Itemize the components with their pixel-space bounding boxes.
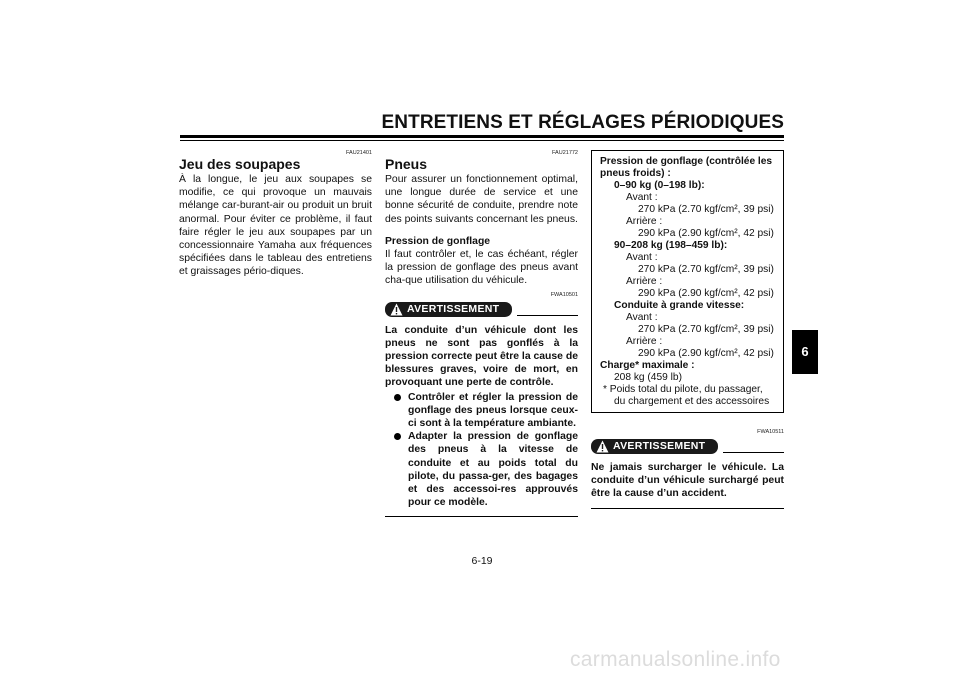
warning-badge	[591, 439, 718, 454]
valves-body-text: À la longue, le jeu aux soupapes se modifie, ce qui provoque un mauvais mélange car-burant-air ou produit un bruit anormal. Pour éviter ce problème, il faut faire régler le jeu aux soupapes par un concessionnaire Yamaha aux fréquences spécifiées dans le tableau des entretiens et graissages pério-diques.	[179, 174, 372, 278]
section-heading-valves: Jeu des soupapes	[179, 156, 301, 172]
spec-title: Pression de gonflage (contrôlée les	[600, 156, 773, 167]
warning-end-rule	[385, 516, 578, 517]
front-pressure-1: 270 kPa (2.70 kgf/cm², 39 psi)	[638, 204, 774, 215]
max-load-label: Charge* maximale :	[600, 360, 695, 371]
rear-label: Arrière :	[626, 216, 663, 227]
warning-rule	[517, 315, 578, 316]
load-range-1: 0–90 kg (0–198 lb):	[614, 180, 705, 191]
warning-label: AVERTISSEMENT	[407, 302, 500, 315]
warning-code: FWA10501	[550, 291, 578, 298]
watermark: carmanualsonline.info	[570, 648, 781, 671]
chapter-tab: 6	[792, 330, 818, 374]
warning-triangle-icon	[596, 440, 609, 453]
column-valve-clearance	[179, 150, 372, 279]
bullet-dot-icon	[394, 394, 401, 401]
warning-rule	[723, 452, 784, 453]
warning-header	[591, 439, 784, 456]
page-number: 6-19	[471, 555, 493, 567]
list-item: Adapter la pression de gonflage des pneus à la vitesse de conduite et au poids total du pilote, du passa-ger, des bagages et des accessoi-res approuvés pour ce modèle.	[385, 430, 578, 509]
warning-text: La conduite d’un véhicule dont les pneus ne sont pas gonflés à la pression correcte peut être la cause de blessures graves, voire de mort, en provoquant une perte de contrôle.	[385, 324, 578, 389]
rear-label: Arrière :	[626, 276, 663, 287]
warning-header	[385, 302, 578, 319]
page-header-title: ENTRETIENS ET RÉGLAGES PÉRIODIQUES	[381, 112, 784, 133]
column-tires	[385, 150, 578, 517]
rear-label: Arrière :	[626, 336, 663, 347]
footnote-line-1: * Poids total du pilote, du passager,	[603, 384, 763, 395]
header-rule-thin	[180, 140, 784, 141]
front-pressure-3: 270 kPa (2.70 kgf/cm², 39 psi)	[638, 324, 774, 335]
warning-badge	[385, 302, 512, 317]
list-item: Contrôler et régler la pression de gonflage des pneus lorsque ceux-ci sont à la température ambiante.	[385, 391, 578, 431]
rear-pressure-3: 290 kPa (2.90 kgf/cm², 42 psi)	[638, 348, 774, 359]
footnote-line-2: du chargement et des accessoires	[614, 396, 770, 407]
rear-pressure-2: 290 kPa (2.90 kgf/cm², 42 psi)	[638, 288, 774, 299]
section-code: FAU21401	[346, 150, 372, 156]
tire-pressure-subheading: Pression de gonflage	[385, 235, 491, 247]
warning-bullet-list	[385, 391, 578, 510]
header-rule	[180, 135, 784, 138]
high-speed-heading: Conduite à grande vitesse:	[614, 300, 745, 311]
bullet-dot-icon	[394, 433, 401, 440]
section-code: FAU21772	[552, 150, 578, 156]
column-tire-specs	[591, 150, 784, 509]
front-label: Avant :	[626, 192, 658, 203]
warning-end-rule	[591, 508, 784, 509]
warning-triangle-icon	[390, 303, 403, 316]
front-label: Avant :	[626, 252, 658, 263]
front-pressure-2: 270 kPa (2.70 kgf/cm², 39 psi)	[638, 264, 774, 275]
warning-code: FWA10511	[757, 429, 784, 435]
tire-pressure-text: Il faut contrôler et, le cas échéant, régler la pression de gonflage des pneus avant cha-que utilisation du véhicule.	[385, 249, 578, 287]
overload-warning-text: Ne jamais surcharger le véhicule. La conduite d’un véhicule surchargé peut être la cause d’un accident.	[591, 462, 784, 500]
warning-label: AVERTISSEMENT	[613, 440, 706, 452]
tire-pressure-spec-box	[591, 150, 784, 413]
load-range-2: 90–208 kg (198–459 lb):	[614, 240, 728, 251]
section-heading-tires: Pneus	[385, 156, 428, 172]
front-label: Avant :	[626, 312, 658, 323]
spec-title-cont: pneus froids) :	[600, 168, 671, 179]
rear-pressure-1: 290 kPa (2.90 kgf/cm², 42 psi)	[638, 228, 774, 239]
max-load-value: 208 kg (459 lb)	[614, 372, 682, 383]
tires-intro-text: Pour assurer un fonctionnement optimal, une longue durée de service et une bonne sécurité de conduite, prendre note des points suivants concernant les pneus.	[385, 174, 578, 225]
